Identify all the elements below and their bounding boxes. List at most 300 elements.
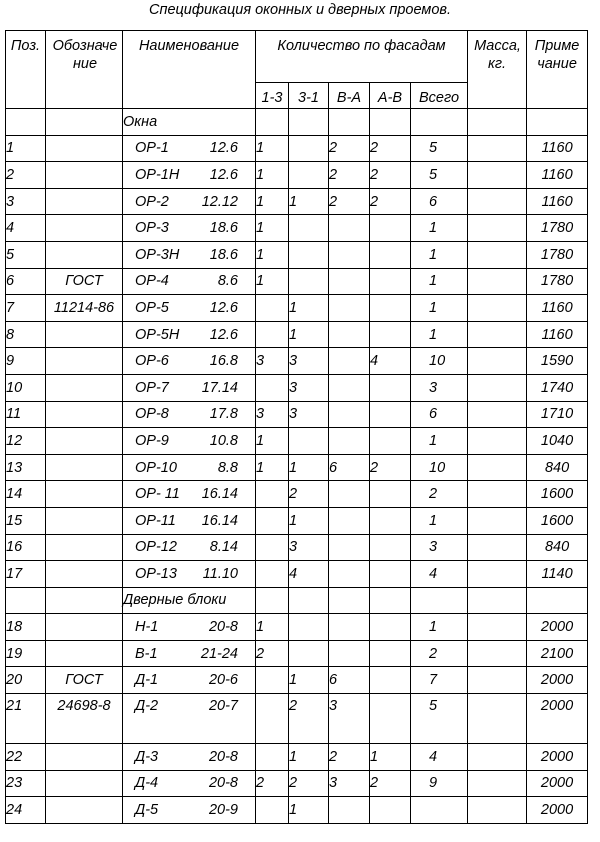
cell-designation <box>46 428 123 455</box>
item-mark: ОР-8 <box>135 406 169 423</box>
item-mark: ОР-10 <box>135 459 177 476</box>
cell-qty-total: 1 <box>411 321 468 348</box>
cell-mass <box>468 561 527 588</box>
cell-qty-a-v: 4 <box>370 348 411 375</box>
cell-name <box>123 348 256 375</box>
cell-pos: 10 <box>6 374 46 401</box>
cell-qty-a-v <box>370 268 411 295</box>
cell-qty-v-a <box>329 797 370 824</box>
cell-qty-3-1: 1 <box>289 507 329 534</box>
cell-mass <box>468 241 527 268</box>
cell-qty-3-1 <box>289 215 329 242</box>
cell-qty-3-1: 1 <box>289 454 329 481</box>
cell-qty-3-1 <box>289 614 329 641</box>
cell-qty-a-v <box>370 614 411 641</box>
cell-name <box>123 321 256 348</box>
cell-pos: 1 <box>6 135 46 162</box>
cell-name <box>123 454 256 481</box>
cell-name <box>123 481 256 508</box>
item-size: 17.14 <box>201 379 238 396</box>
cell-qty-a-v <box>370 428 411 455</box>
cell-qty-1-3 <box>256 507 289 534</box>
cell-qty-1-3: 1 <box>256 241 289 268</box>
cell-qty-3-1 <box>289 428 329 455</box>
cell-pos: 15 <box>6 507 46 534</box>
cell-note: 1710 <box>527 401 588 428</box>
cell-qty-v-a <box>329 295 370 322</box>
cell-qty-3-1: 3 <box>289 401 329 428</box>
cell-designation <box>46 454 123 481</box>
cell-qty-v-a <box>329 640 370 667</box>
cell-mass <box>468 401 527 428</box>
cell-qty-v-a <box>329 481 370 508</box>
cell-mass <box>468 348 527 375</box>
item-mark: Д-1 <box>135 672 159 689</box>
table-row <box>6 667 588 694</box>
cell-designation: 11214-86 <box>46 295 123 322</box>
cell-pos: 18 <box>6 614 46 641</box>
cell-designation <box>46 797 123 824</box>
cell-qty-total: 1 <box>411 614 468 641</box>
cell-note: 1780 <box>527 241 588 268</box>
cell-qty-3-1: 3 <box>289 534 329 561</box>
cell-qty-a-v <box>370 215 411 242</box>
cell-name <box>123 770 256 797</box>
cell-qty-a-v: 1 <box>370 744 411 771</box>
table-body <box>6 109 588 824</box>
cell-qty-v-a <box>329 348 370 375</box>
cell-note: 1600 <box>527 481 588 508</box>
item-size: 20-9 <box>208 802 238 819</box>
cell-qty-v-a <box>329 215 370 242</box>
cell-pos: 3 <box>6 188 46 215</box>
cell-qty-v-a: 6 <box>329 667 370 694</box>
cell-qty-v-a <box>329 241 370 268</box>
cell-qty-total: 3 <box>411 374 468 401</box>
cell-note: 2000 <box>527 797 588 824</box>
cell-qty-3-1: 1 <box>289 744 329 771</box>
cell-qty-total: 10 <box>411 454 468 481</box>
cell-qty-total: 1 <box>411 507 468 534</box>
cell-name <box>123 374 256 401</box>
cell-designation <box>46 561 123 588</box>
cell-qty-v-a <box>329 401 370 428</box>
item-size: 16.14 <box>201 512 238 529</box>
item-mark: В-1 <box>135 645 158 662</box>
cell-qty-1-3 <box>256 374 289 401</box>
item-size: 8.8 <box>217 459 238 476</box>
cell-qty-total: 10 <box>411 348 468 375</box>
header-facade-3-1: 3-1 <box>289 83 329 109</box>
cell-pos: 22 <box>6 744 46 771</box>
cell-name <box>123 614 256 641</box>
item-mark: ОР-1Н <box>135 166 180 183</box>
cell-qty-3-1 <box>289 162 329 189</box>
cell-qty-v-a: 3 <box>329 694 370 744</box>
cell-qty-3-1: 4 <box>289 561 329 588</box>
cell-qty-1-3: 1 <box>256 188 289 215</box>
item-mark: ОР-4 <box>135 273 169 290</box>
item-size: 8.14 <box>209 539 238 556</box>
cell-name <box>123 268 256 295</box>
header-facade-v-a: В-А <box>329 83 370 109</box>
cell-qty-total: 5 <box>411 135 468 162</box>
cell-qty-3-1: 3 <box>289 348 329 375</box>
item-size: 12.6 <box>209 326 238 343</box>
cell-note: 2000 <box>527 744 588 771</box>
cell-qty-1-3: 1 <box>256 268 289 295</box>
item-mark: ОР-11 <box>135 512 176 529</box>
cell-qty-1-3: 2 <box>256 640 289 667</box>
cell-designation <box>46 215 123 242</box>
cell-note: 2000 <box>527 694 588 744</box>
cell-designation <box>46 507 123 534</box>
cell-mass <box>468 162 527 189</box>
item-mark: Д-4 <box>135 775 159 792</box>
item-size: 12.6 <box>209 140 238 157</box>
cell-qty-v-a <box>329 534 370 561</box>
cell-qty-3-1: 2 <box>289 694 329 744</box>
table-row <box>6 694 588 744</box>
cell-note: 1160 <box>527 321 588 348</box>
cell-qty-1-3: 1 <box>256 162 289 189</box>
item-mark: ОР-13 <box>135 565 177 582</box>
cell-qty-total: 7 <box>411 667 468 694</box>
table-row <box>6 162 588 189</box>
cell-mass <box>468 188 527 215</box>
cell-name <box>123 507 256 534</box>
cell-designation <box>46 348 123 375</box>
item-size: 18.6 <box>209 220 238 237</box>
cell-name <box>123 215 256 242</box>
table-row <box>6 348 588 375</box>
cell-pos: 7 <box>6 295 46 322</box>
item-size: 8.6 <box>217 273 238 290</box>
cell-note: 840 <box>527 534 588 561</box>
cell-qty-1-3: 1 <box>256 454 289 481</box>
cell-note: 840 <box>527 454 588 481</box>
cell-name <box>123 401 256 428</box>
cell-mass <box>468 481 527 508</box>
cell-qty-a-v: 2 <box>370 188 411 215</box>
cell-qty-1-3 <box>256 694 289 744</box>
table-row <box>6 135 588 162</box>
cell-qty-v-a <box>329 561 370 588</box>
cell-qty-1-3 <box>256 295 289 322</box>
cell-note: 1160 <box>527 295 588 322</box>
cell-qty-v-a: 3 <box>329 770 370 797</box>
cell-mass <box>468 374 527 401</box>
cell-qty-total: 1 <box>411 215 468 242</box>
cell-qty-total: 2 <box>411 481 468 508</box>
cell-mass <box>468 428 527 455</box>
cell-mass <box>468 640 527 667</box>
cell-qty-3-1 <box>289 135 329 162</box>
cell-note: 1040 <box>527 428 588 455</box>
cell-designation <box>46 770 123 797</box>
cell-qty-1-3: 1 <box>256 135 289 162</box>
header-note: Примечание <box>527 31 588 109</box>
cell-qty-3-1 <box>289 241 329 268</box>
item-size: 20-8 <box>208 619 238 636</box>
cell-designation <box>46 401 123 428</box>
table-row <box>6 321 588 348</box>
cell-qty-3-1: 2 <box>289 481 329 508</box>
cell-qty-v-a: 2 <box>329 188 370 215</box>
cell-qty-a-v <box>370 481 411 508</box>
cell-qty-v-a <box>329 268 370 295</box>
item-size: 18.6 <box>209 246 238 263</box>
cell-pos: 6 <box>6 268 46 295</box>
item-size: 10.8 <box>209 432 238 449</box>
cell-designation <box>46 374 123 401</box>
cell-qty-total: 9 <box>411 770 468 797</box>
cell-qty-a-v <box>370 640 411 667</box>
cell-qty-total: 1 <box>411 241 468 268</box>
cell-qty-total: 3 <box>411 534 468 561</box>
cell-qty-1-3 <box>256 667 289 694</box>
cell-pos: 11 <box>6 401 46 428</box>
cell-mass <box>468 770 527 797</box>
cell-qty-v-a <box>329 428 370 455</box>
cell-mass <box>468 268 527 295</box>
cell-designation <box>46 241 123 268</box>
cell-qty-3-1: 1 <box>289 667 329 694</box>
table-row <box>6 215 588 242</box>
cell-name <box>123 744 256 771</box>
table-row <box>6 770 588 797</box>
cell-qty-1-3: 2 <box>256 770 289 797</box>
cell-qty-a-v <box>370 321 411 348</box>
cell-qty-total: 1 <box>411 268 468 295</box>
cell-pos: 17 <box>6 561 46 588</box>
cell-name <box>123 162 256 189</box>
cell-qty-total: 1 <box>411 295 468 322</box>
cell-designation: ГОСТ <box>46 667 123 694</box>
cell-qty-3-1: 3 <box>289 374 329 401</box>
cell-qty-a-v <box>370 667 411 694</box>
cell-qty-v-a <box>329 374 370 401</box>
header-total: Всего <box>411 83 468 109</box>
cell-qty-a-v <box>370 507 411 534</box>
header-quantity: Количество по фасадам <box>256 31 468 83</box>
cell-qty-a-v <box>370 241 411 268</box>
cell-qty-a-v <box>370 401 411 428</box>
cell-pos: 14 <box>6 481 46 508</box>
section-header-row <box>6 587 588 614</box>
section-title: Окна <box>123 109 256 136</box>
section-header-row <box>6 109 588 136</box>
cell-qty-v-a <box>329 614 370 641</box>
item-size: 11.10 <box>202 565 238 582</box>
cell-qty-3-1: 1 <box>289 321 329 348</box>
item-mark: ОР-5 <box>135 299 169 316</box>
cell-mass <box>468 321 527 348</box>
cell-qty-1-3 <box>256 797 289 824</box>
table-row <box>6 744 588 771</box>
cell-pos: 23 <box>6 770 46 797</box>
cell-qty-total: 6 <box>411 401 468 428</box>
cell-qty-a-v: 2 <box>370 162 411 189</box>
table-row <box>6 268 588 295</box>
item-mark: ОР-1 <box>135 140 169 157</box>
cell-qty-3-1: 1 <box>289 797 329 824</box>
table-row <box>6 454 588 481</box>
item-size: 12.6 <box>209 166 238 183</box>
cell-mass <box>468 295 527 322</box>
cell-qty-1-3 <box>256 321 289 348</box>
item-mark: Н-1 <box>135 619 159 636</box>
cell-pos: 13 <box>6 454 46 481</box>
cell-designation <box>46 640 123 667</box>
table-row <box>6 561 588 588</box>
cell-qty-a-v <box>370 374 411 401</box>
section-title: Дверные блоки <box>123 587 256 614</box>
item-size: 20-6 <box>208 672 238 689</box>
cell-qty-1-3 <box>256 744 289 771</box>
item-mark: ОР-5Н <box>135 326 180 343</box>
cell-qty-total: 4 <box>411 561 468 588</box>
cell-pos: 5 <box>6 241 46 268</box>
table-row <box>6 188 588 215</box>
cell-pos: 9 <box>6 348 46 375</box>
cell-qty-1-3: 3 <box>256 401 289 428</box>
table-row <box>6 374 588 401</box>
item-size: 20-7 <box>208 698 238 715</box>
cell-qty-a-v: 2 <box>370 454 411 481</box>
item-size: 12.12 <box>201 193 238 210</box>
cell-qty-a-v <box>370 797 411 824</box>
header-pos: Поз. <box>6 31 46 109</box>
cell-qty-1-3 <box>256 481 289 508</box>
cell-qty-a-v <box>370 694 411 744</box>
table-row <box>6 481 588 508</box>
table-row <box>6 241 588 268</box>
table-row <box>6 614 588 641</box>
cell-name <box>123 188 256 215</box>
cell-note: 1160 <box>527 162 588 189</box>
cell-qty-a-v: 2 <box>370 770 411 797</box>
item-mark: Д-5 <box>135 802 159 819</box>
item-size: 20-8 <box>208 775 238 792</box>
cell-pos: 12 <box>6 428 46 455</box>
cell-qty-3-1: 1 <box>289 188 329 215</box>
cell-note: 2000 <box>527 667 588 694</box>
item-mark: ОР-7 <box>135 379 169 396</box>
cell-qty-v-a: 2 <box>329 135 370 162</box>
table-row <box>6 640 588 667</box>
cell-name <box>123 295 256 322</box>
cell-mass <box>468 534 527 561</box>
cell-designation <box>46 534 123 561</box>
cell-qty-total: 4 <box>411 744 468 771</box>
cell-pos: 16 <box>6 534 46 561</box>
cell-designation <box>46 744 123 771</box>
cell-mass <box>468 744 527 771</box>
cell-designation: ГОСТ <box>46 268 123 295</box>
table-row <box>6 428 588 455</box>
cell-name <box>123 241 256 268</box>
cell-pos: 24 <box>6 797 46 824</box>
cell-note: 1160 <box>527 188 588 215</box>
cell-designation <box>46 614 123 641</box>
cell-qty-v-a <box>329 507 370 534</box>
cell-qty-a-v <box>370 295 411 322</box>
header-designation: Обозначение <box>46 31 123 109</box>
cell-qty-total <box>411 797 468 824</box>
cell-designation: 24698-8 <box>46 694 123 744</box>
cell-mass <box>468 667 527 694</box>
cell-note: 1160 <box>527 135 588 162</box>
cell-note: 1780 <box>527 268 588 295</box>
cell-designation <box>46 135 123 162</box>
header-name: Наименование <box>123 31 256 109</box>
cell-qty-a-v <box>370 534 411 561</box>
cell-qty-v-a: 6 <box>329 454 370 481</box>
table-row <box>6 507 588 534</box>
item-size: 16.14 <box>201 486 238 503</box>
cell-pos: 4 <box>6 215 46 242</box>
cell-pos: 2 <box>6 162 46 189</box>
cell-qty-1-3: 1 <box>256 428 289 455</box>
item-mark: ОР-12 <box>135 539 177 556</box>
cell-note: 2100 <box>527 640 588 667</box>
cell-qty-3-1 <box>289 268 329 295</box>
header-facade-1-3: 1-3 <box>256 83 289 109</box>
cell-name <box>123 797 256 824</box>
cell-name <box>123 667 256 694</box>
cell-designation <box>46 162 123 189</box>
cell-note: 2000 <box>527 770 588 797</box>
cell-mass <box>468 215 527 242</box>
cell-qty-total: 1 <box>411 428 468 455</box>
cell-qty-total: 5 <box>411 694 468 744</box>
cell-qty-1-3: 1 <box>256 215 289 242</box>
cell-pos: 8 <box>6 321 46 348</box>
page-title: Спецификация оконных и дверных проемов. <box>149 2 451 18</box>
cell-qty-v-a <box>329 321 370 348</box>
cell-qty-1-3 <box>256 561 289 588</box>
cell-qty-v-a: 2 <box>329 162 370 189</box>
cell-name <box>123 428 256 455</box>
table-row <box>6 295 588 322</box>
cell-qty-total: 5 <box>411 162 468 189</box>
cell-designation <box>46 321 123 348</box>
cell-qty-v-a: 2 <box>329 744 370 771</box>
cell-mass <box>468 694 527 744</box>
cell-pos: 19 <box>6 640 46 667</box>
item-mark: ОР- 11 <box>135 486 180 503</box>
item-mark: ОР-2 <box>135 193 169 210</box>
cell-name <box>123 135 256 162</box>
cell-name <box>123 561 256 588</box>
table-row <box>6 534 588 561</box>
cell-mass <box>468 614 527 641</box>
cell-mass <box>468 507 527 534</box>
cell-mass <box>468 797 527 824</box>
item-size: 16.8 <box>209 353 238 370</box>
cell-note: 1740 <box>527 374 588 401</box>
header-facade-a-v: А-В <box>370 83 411 109</box>
item-mark: ОР-6 <box>135 353 169 370</box>
cell-pos: 20 <box>6 667 46 694</box>
item-mark: ОР-3Н <box>135 246 180 263</box>
item-size: 12.6 <box>209 299 238 316</box>
cell-note: 1600 <box>527 507 588 534</box>
cell-qty-a-v <box>370 561 411 588</box>
cell-mass <box>468 454 527 481</box>
cell-note: 1140 <box>527 561 588 588</box>
